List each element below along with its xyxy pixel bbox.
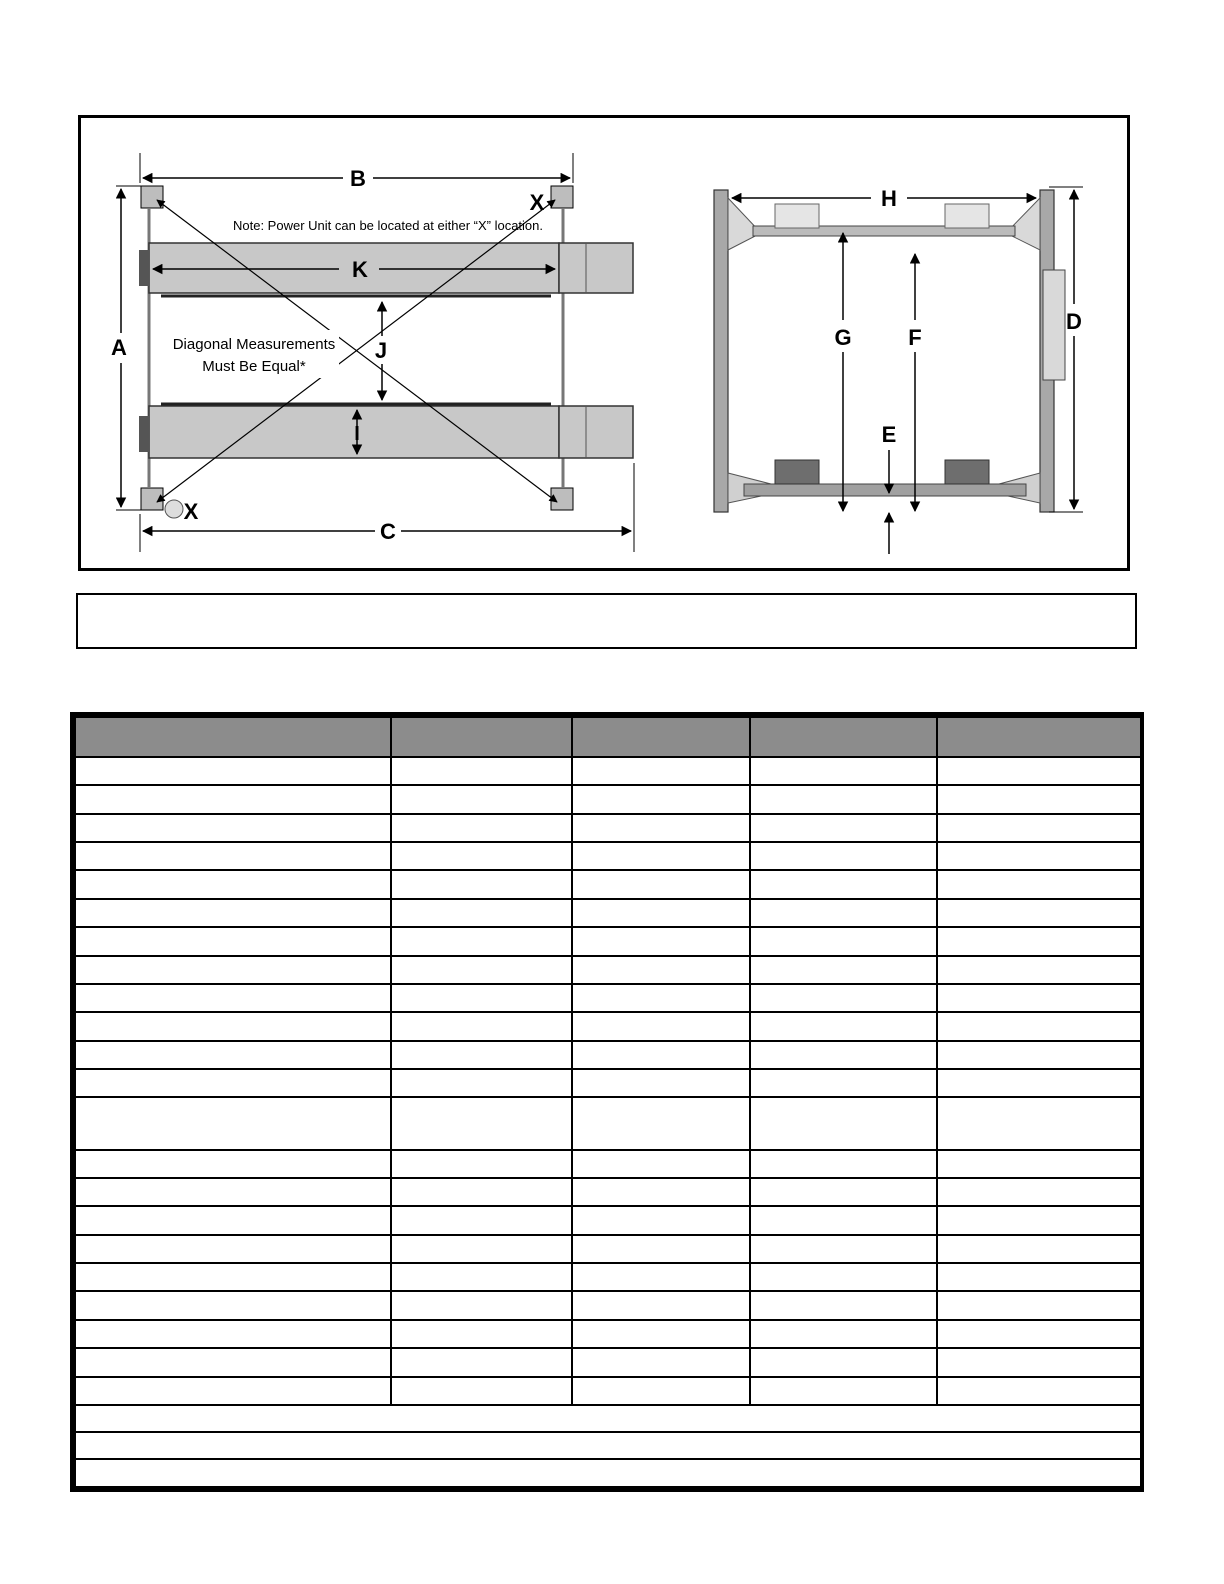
table-cell	[572, 899, 750, 927]
table-cell	[391, 984, 572, 1012]
dim-label-e: E	[881, 422, 897, 447]
table-cell	[937, 1097, 1141, 1149]
table-cell	[937, 984, 1141, 1012]
table-cell	[75, 927, 391, 955]
table-cell	[75, 785, 391, 813]
table-row	[75, 1348, 1141, 1376]
table-row	[75, 1041, 1141, 1069]
dim-label-g: G	[834, 325, 852, 350]
table-cell	[572, 1348, 750, 1376]
table-cell	[75, 1150, 391, 1178]
table-row	[75, 1291, 1141, 1319]
table-cell	[391, 1069, 572, 1097]
table-cell	[75, 814, 391, 842]
table-row	[75, 1012, 1141, 1040]
table-cell	[75, 842, 391, 870]
table-cell	[572, 1320, 750, 1348]
caption-box	[76, 593, 1137, 649]
table-cell	[937, 1291, 1141, 1319]
table-cell	[391, 785, 572, 813]
table-cell	[75, 1178, 391, 1206]
table-cell	[937, 1320, 1141, 1348]
table-cell	[75, 1263, 391, 1291]
table-row	[75, 814, 1141, 842]
dim-label-f: F	[908, 325, 922, 350]
table-cell	[750, 785, 937, 813]
table-cell	[572, 927, 750, 955]
table-cell	[937, 1235, 1141, 1263]
table-cell	[391, 927, 572, 955]
table-cell	[572, 1291, 750, 1319]
table-cell	[391, 1235, 572, 1263]
table-cell	[750, 842, 937, 870]
table-cell	[75, 1377, 391, 1405]
table-cell	[75, 956, 391, 984]
table-cell	[572, 1235, 750, 1263]
table-header-cell	[750, 717, 937, 757]
table-cell	[937, 785, 1141, 813]
table-cell	[391, 1178, 572, 1206]
table-cell	[391, 1348, 572, 1376]
power-unit-note: Note: Power Unit can be located at either “X” location.	[233, 218, 543, 233]
table-cell	[572, 814, 750, 842]
table-cell	[75, 1235, 391, 1263]
table-row	[75, 1069, 1141, 1097]
table-cell	[75, 1320, 391, 1348]
table-row	[75, 956, 1141, 984]
diagram-frame	[78, 115, 1130, 571]
table-cell	[750, 1150, 937, 1178]
table-cell	[391, 1377, 572, 1405]
table-cell	[391, 1150, 572, 1178]
table-footer-cell	[75, 1405, 1141, 1432]
table-cell	[75, 1012, 391, 1040]
table-cell	[75, 1291, 391, 1319]
table-cell	[937, 757, 1141, 785]
table-header-cell	[937, 717, 1141, 757]
dim-label-d: D	[1066, 309, 1082, 334]
lift-diagrams	[81, 118, 1127, 568]
table-cell	[75, 1069, 391, 1097]
table-cell	[572, 1097, 750, 1149]
table-header-cell	[572, 717, 750, 757]
table-cell	[750, 1348, 937, 1376]
table-cell	[572, 1150, 750, 1178]
dim-label-c: C	[380, 519, 396, 544]
table-cell	[391, 1320, 572, 1348]
table-cell	[937, 927, 1141, 955]
table-cell	[75, 1348, 391, 1376]
dim-label-k: K	[352, 257, 368, 282]
table-cell	[391, 899, 572, 927]
table-cell	[75, 1097, 391, 1149]
table-footer-cell	[75, 1459, 1141, 1487]
table-cell	[75, 870, 391, 898]
table-cell	[572, 1069, 750, 1097]
table-row	[75, 1150, 1141, 1178]
table-cell	[572, 870, 750, 898]
table-cell	[937, 1377, 1141, 1405]
table-cell	[937, 1348, 1141, 1376]
table-cell	[572, 1263, 750, 1291]
table-cell	[937, 956, 1141, 984]
table-footer-row	[75, 1432, 1141, 1459]
table-cell	[750, 1291, 937, 1319]
table-cell	[937, 870, 1141, 898]
dim-label-a: A	[111, 335, 127, 360]
table-row	[75, 1097, 1141, 1149]
table-cell	[572, 785, 750, 813]
table-row	[75, 1206, 1141, 1234]
table-row	[75, 984, 1141, 1012]
table-cell	[750, 1263, 937, 1291]
table-cell	[750, 1178, 937, 1206]
table-cell	[750, 899, 937, 927]
table-footer-row	[75, 1405, 1141, 1432]
table-cell	[750, 757, 937, 785]
table-cell	[750, 1012, 937, 1040]
power-unit-location-bottom: X	[183, 499, 199, 524]
front-view	[714, 186, 1083, 554]
power-unit-location-top: X	[529, 190, 545, 215]
table-cell	[937, 1178, 1141, 1206]
dim-label-i: I	[354, 423, 360, 445]
table-cell	[391, 1263, 572, 1291]
table-cell	[75, 1206, 391, 1234]
table-header-cell	[391, 717, 572, 757]
table-cell	[391, 1012, 572, 1040]
table-cell	[750, 814, 937, 842]
table-row	[75, 785, 1141, 813]
table-row	[75, 870, 1141, 898]
table-cell	[572, 757, 750, 785]
table-cell	[750, 1069, 937, 1097]
table-row	[75, 927, 1141, 955]
table-cell	[937, 814, 1141, 842]
table-cell	[391, 956, 572, 984]
table-cell	[391, 1041, 572, 1069]
table-cell	[937, 842, 1141, 870]
table-header-row	[75, 717, 1141, 757]
table-row	[75, 1377, 1141, 1405]
table-row	[75, 842, 1141, 870]
table-header-cell	[75, 717, 391, 757]
top-view	[111, 153, 634, 552]
table-cell	[937, 899, 1141, 927]
table-cell	[391, 870, 572, 898]
table-cell	[75, 899, 391, 927]
table-footer-row	[75, 1459, 1141, 1487]
table-cell	[391, 842, 572, 870]
table-cell	[75, 757, 391, 785]
table-row	[75, 1320, 1141, 1348]
table-row	[75, 757, 1141, 785]
table-cell	[750, 956, 937, 984]
diagonal-note-line2: Must Be Equal*	[202, 358, 306, 375]
table-cell	[937, 1206, 1141, 1234]
table-footer-cell	[75, 1432, 1141, 1459]
table-cell	[750, 1097, 937, 1149]
table-cell	[391, 1291, 572, 1319]
table-cell	[750, 1041, 937, 1069]
spec-table	[70, 712, 1144, 1492]
table-cell	[750, 1206, 937, 1234]
table-row	[75, 1263, 1141, 1291]
table-cell	[75, 1041, 391, 1069]
table-cell	[750, 1235, 937, 1263]
table-cell	[391, 1097, 572, 1149]
diagonal-note-line1: Diagonal Measurements	[172, 336, 336, 353]
table-cell	[572, 1178, 750, 1206]
dim-label-j: J	[374, 338, 388, 363]
dim-label-h: H	[881, 186, 897, 211]
table-cell	[572, 956, 750, 984]
table-cell	[750, 1377, 937, 1405]
table-cell	[572, 1012, 750, 1040]
table-row	[75, 1178, 1141, 1206]
table-cell	[750, 1320, 937, 1348]
table-cell	[750, 984, 937, 1012]
table-cell	[937, 1263, 1141, 1291]
table-row	[75, 899, 1141, 927]
table-cell	[750, 927, 937, 955]
table-cell	[937, 1041, 1141, 1069]
table-cell	[572, 984, 750, 1012]
table-cell	[572, 1041, 750, 1069]
table-cell	[937, 1012, 1141, 1040]
table-cell	[391, 814, 572, 842]
table-cell	[391, 1206, 572, 1234]
table-cell	[572, 1377, 750, 1405]
table-row	[75, 1235, 1141, 1263]
dim-label-b: B	[350, 166, 366, 191]
table-cell	[391, 757, 572, 785]
table-cell	[572, 1206, 750, 1234]
table-cell	[937, 1069, 1141, 1097]
table-cell	[75, 984, 391, 1012]
table-cell	[750, 870, 937, 898]
table-cell	[937, 1150, 1141, 1178]
table-cell	[572, 842, 750, 870]
